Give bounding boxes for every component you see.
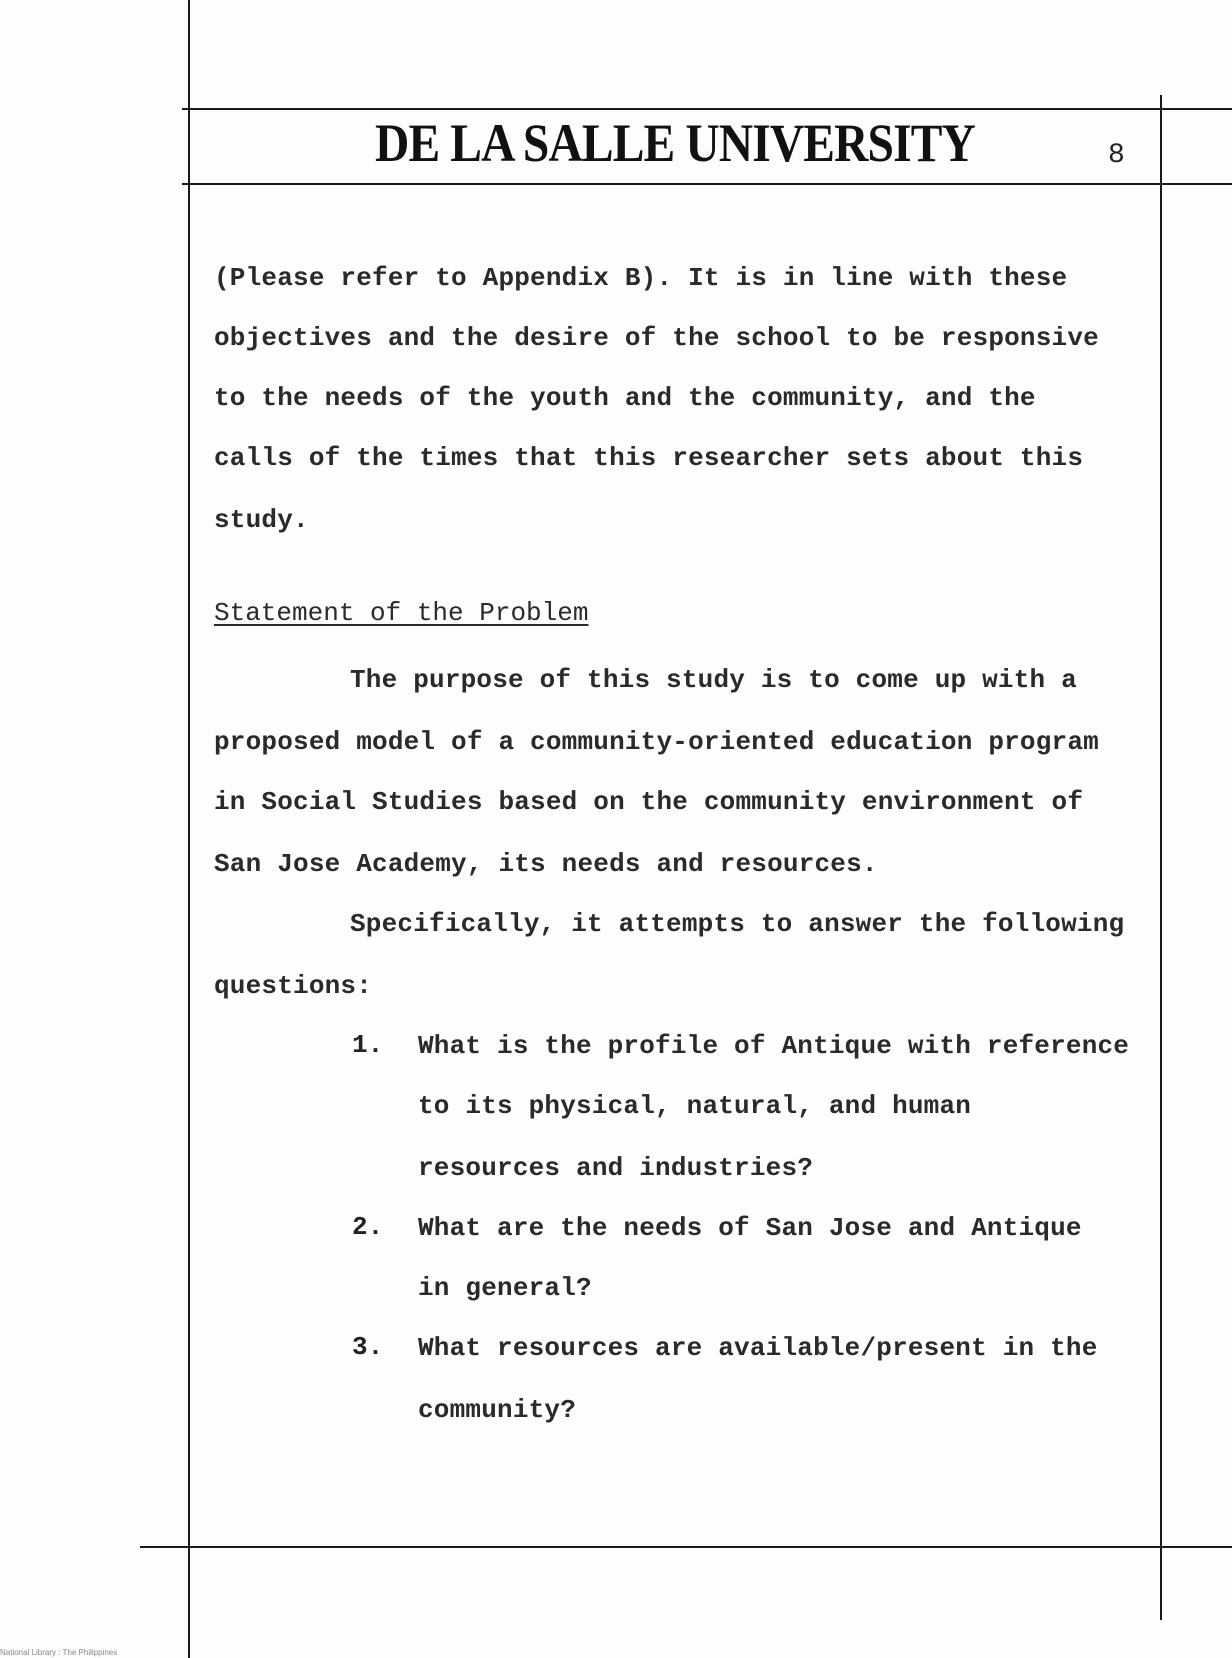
specific-line: questions:	[214, 971, 373, 1001]
purpose-line: The purpose of this study is to come up with a	[350, 665, 1077, 695]
purpose-line: in Social Studies based on the community environment of	[214, 787, 1084, 817]
left-margin-rule	[188, 0, 190, 1658]
question-line: to its physical, natural, and human	[418, 1091, 972, 1121]
footer-rule	[140, 1546, 1232, 1548]
university-title: DE LA SALLE UNIVERSITY	[375, 113, 975, 173]
question-number: 1.	[352, 1030, 384, 1060]
question-line: resources and industries?	[418, 1153, 814, 1183]
question-line: in general?	[418, 1273, 592, 1303]
question-line: What is the profile of Antique with reference	[418, 1031, 1130, 1061]
question-line: community?	[418, 1395, 577, 1425]
intro-line: study.	[214, 505, 309, 535]
question-line: What are the needs of San Jose and Antique	[418, 1213, 1082, 1243]
section-heading: Statement of the Problem	[214, 598, 589, 628]
question-line: What resources are available/present in the	[418, 1333, 1098, 1363]
header-bottom-rule	[182, 183, 1232, 185]
intro-line: objectives and the desire of the school to be responsive	[214, 323, 1099, 353]
specific-line: Specifically, it attempts to answer the following	[350, 909, 1125, 939]
intro-line: calls of the times that this researcher sets about this	[214, 443, 1084, 473]
page-number: 8	[1108, 140, 1125, 171]
question-number: 2.	[352, 1212, 384, 1242]
question-number: 3.	[352, 1332, 384, 1362]
scan-footer-note: National Library : The Philippines	[0, 1648, 118, 1657]
purpose-line: San Jose Academy, its needs and resources.	[214, 849, 878, 879]
right-margin-rule	[1160, 95, 1162, 1620]
purpose-line: proposed model of a community-oriented education program	[214, 727, 1099, 757]
header-top-rule	[182, 108, 1232, 110]
intro-line: (Please refer to Appendix B). It is in line with these	[214, 263, 1068, 293]
intro-line: to the needs of the youth and the community, and the	[214, 383, 1036, 413]
